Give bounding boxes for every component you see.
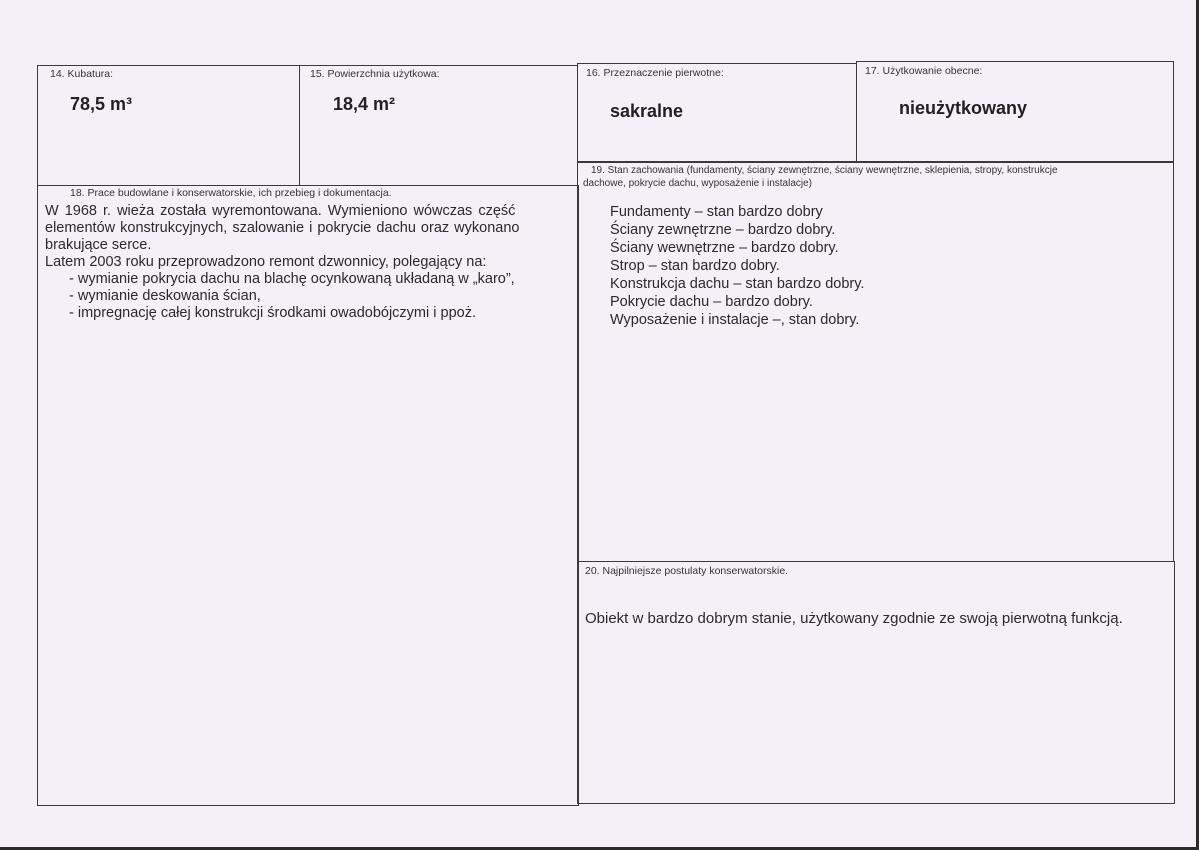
field-19-line: Ściany wewnętrzne – bardzo dobry. — [610, 240, 839, 256]
field-14-value: 78,5 m³ — [70, 94, 133, 114]
field-16-label: 16. Przeznaczenie pierwotne: — [586, 67, 724, 79]
field-19-line: Wyposażenie i instalacje –, stan dobry. — [610, 312, 860, 328]
field-18-line: brakujące serce. — [45, 237, 152, 253]
field-19-line: Strop – stan bardzo dobry. — [610, 258, 780, 274]
field-18-line: - wymianie deskowania ścian, — [69, 288, 261, 304]
field-15-usable-area — [299, 65, 578, 186]
field-19-label-line-2: dachowe, pokrycie dachu, wyposażenie i instalacje) — [583, 178, 813, 189]
field-19-line: Pokrycie dachu – bardzo dobry. — [610, 294, 813, 310]
field-18-line: - wymianie pokrycia dachu na blachę ocynkowaną układaną w „karo”, — [69, 271, 515, 287]
field-14-label: 14. Kubatura: — [50, 68, 114, 80]
field-18-line: W 1968 r. wieża została wyremontowana. Wymieniono wówczas część — [45, 203, 516, 219]
field-16-original-purpose — [577, 63, 857, 163]
field-20-label: 20. Najpilniejsze postulaty konserwatorskie. — [585, 565, 789, 577]
field-17-value: nieużytkowany — [899, 98, 1028, 118]
field-18-line: Latem 2003 roku przeprowadzono remont dzwonnicy, polegający na: — [45, 254, 487, 270]
field-19-line: Ściany zewnętrzne – bardzo dobry. — [610, 222, 836, 238]
field-15-value: 18,4 m² — [333, 94, 396, 114]
field-20-text: Obiekt w bardzo dobrym stanie, użytkowany zgodnie ze swoją pierwotną funkcją. — [585, 610, 1123, 627]
field-14-cubature — [37, 65, 300, 186]
field-19-line: Fundamenty – stan bardzo dobry — [610, 204, 823, 220]
field-18-line: - impregnację całej konstrukcji środkami owadobójczymi i ppoż. — [69, 305, 476, 321]
field-16-value: sakralne — [610, 101, 684, 121]
field-20-conservation-postulates — [577, 561, 1175, 804]
field-19-condition — [577, 161, 1174, 562]
field-17-label: 17. Użytkowanie obecne: — [865, 65, 983, 77]
field-15-label: 15. Powierzchnia użytkowa: — [310, 68, 440, 80]
field-19-line: Konstrukcja dachu – stan bardzo dobry. — [610, 276, 865, 292]
field-17-current-use — [856, 61, 1174, 163]
field-19-label-line-1: 19. Stan zachowania (fundamenty, ściany zewnętrzne, ściany wewnętrzne, sklepienia, stropy, konstrukcje — [591, 165, 1058, 176]
field-18-works-history — [37, 185, 579, 806]
field-18-line: elementów konstrukcyjnych, szalowanie i pokrycie dachu oraz wykonano — [45, 220, 520, 236]
field-18-label: 18. Prace budowlane i konserwatorskie, ich przebieg i dokumentacja. — [70, 187, 392, 199]
